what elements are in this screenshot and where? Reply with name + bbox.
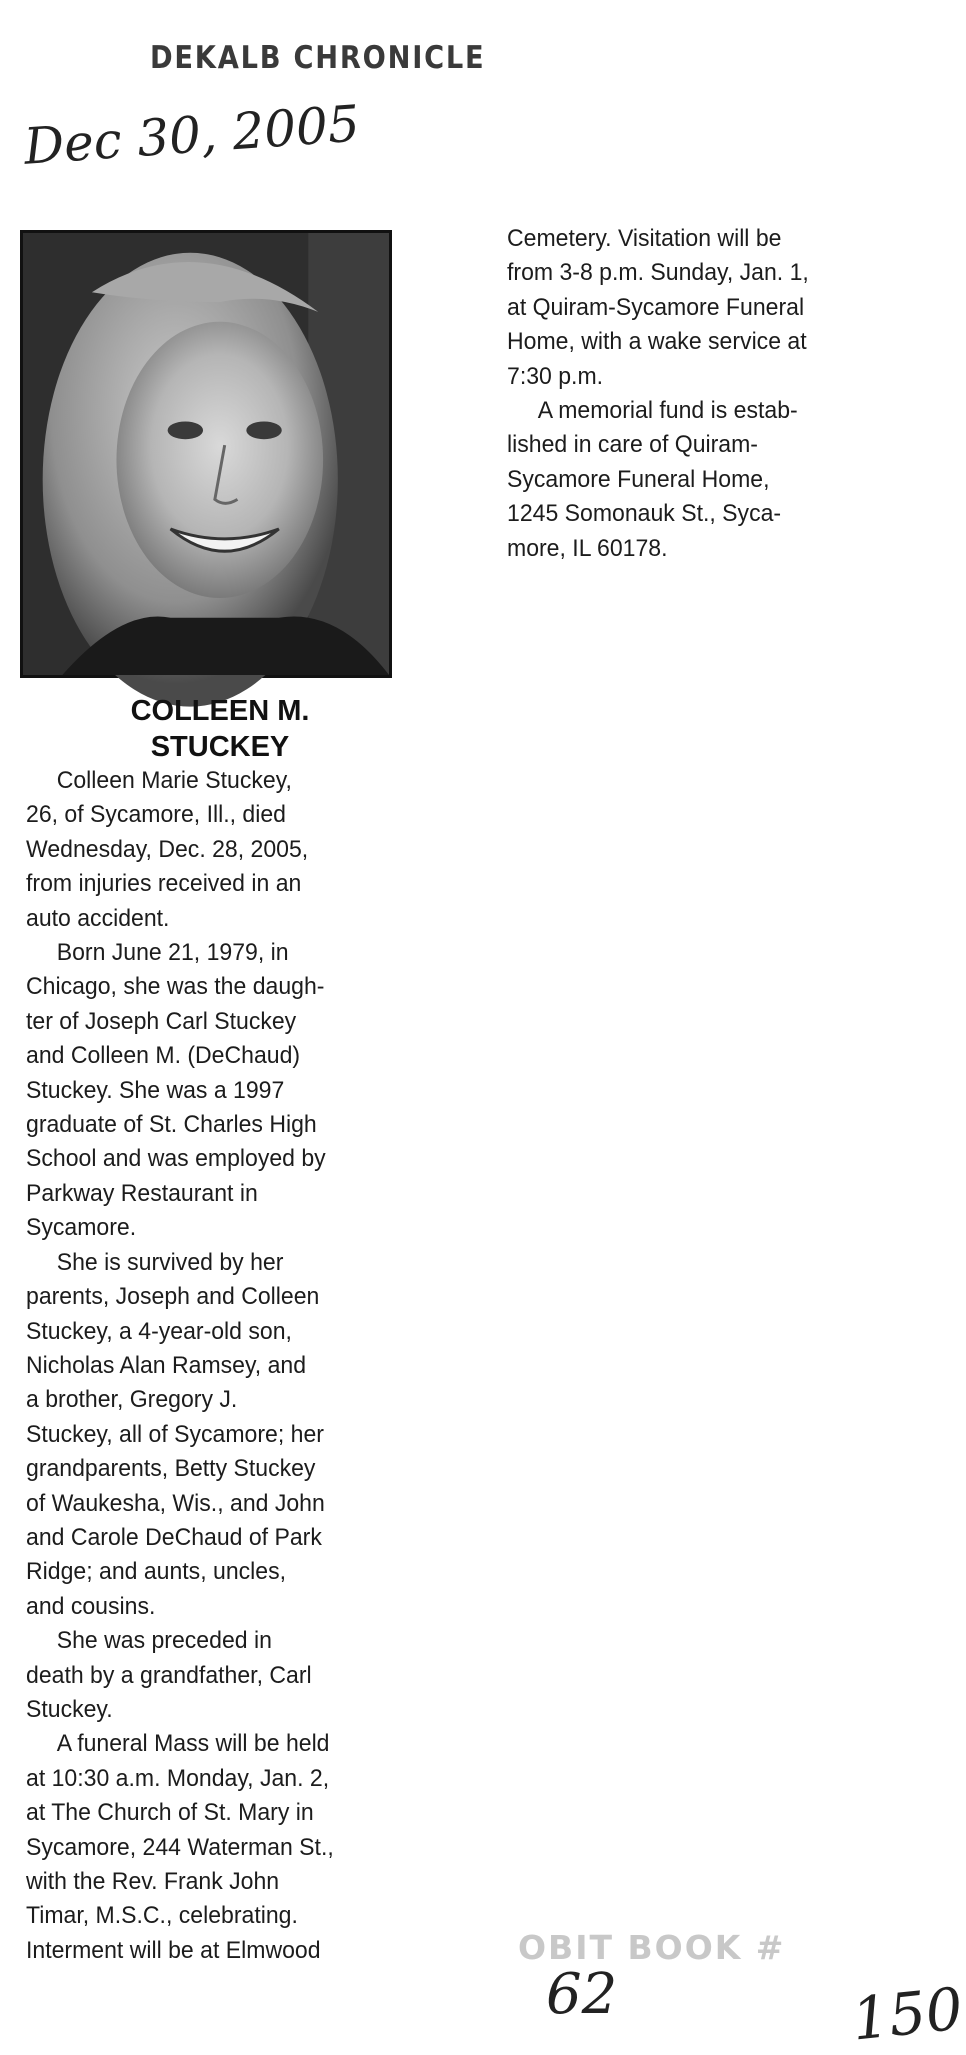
text-line: grandparents, Betty Stuckey — [26, 1455, 316, 1483]
text-line: parents, Joseph and Colleen — [26, 1283, 320, 1311]
newspaper-name-stamp: DEKALB CHRONICLE — [150, 40, 486, 76]
obit-book-stamp: OBIT BOOK # — [518, 1928, 786, 1967]
text-line: Colleen Marie Stuckey, — [56, 767, 292, 794]
text-line: Stuckey. — [26, 1695, 113, 1723]
text-line: Born June 21, 1979, in — [56, 939, 289, 967]
text-line: Timar, M.S.C., celebrating. — [26, 1902, 298, 1930]
text-line: Cemetery. Visitation will be — [507, 225, 782, 252]
text-line: Interment will be at Elmwood — [26, 1936, 321, 1964]
text-line: from injuries received in an — [26, 870, 302, 898]
handwritten-book-number: 62 — [546, 1962, 618, 2027]
text-line: auto accident. — [26, 904, 170, 932]
text-line: at 10:30 a.m. Monday, Jan. 2, — [26, 1764, 330, 1792]
text-line: A funeral Mass will be held — [56, 1730, 330, 1758]
text-line: She was preceded in — [56, 1627, 272, 1655]
obituary-name-line-1: COLLEEN M. — [130, 695, 310, 727]
text-line: Sycamore. — [26, 1214, 137, 1242]
text-line: Sycamore, 244 Waterman St., — [26, 1833, 334, 1861]
text-line: Ridge; and aunts, uncles, — [26, 1558, 287, 1586]
text-line: Chicago, she was the daugh- — [26, 973, 325, 1001]
text-line: at The Church of St. Mary in — [26, 1799, 314, 1827]
text-line: Stuckey, a 4-year-old son, — [26, 1317, 292, 1345]
text-line: graduate of St. Charles High — [26, 1111, 317, 1139]
handwritten-page-number: 150 — [848, 1974, 966, 2054]
text-line: death by a grandfather, Carl — [26, 1661, 312, 1689]
text-line: Parkway Restaurant in — [26, 1179, 258, 1207]
text-line: a brother, Gregory J. — [26, 1386, 238, 1414]
text-line: and Colleen M. (DeChaud) — [26, 1042, 301, 1070]
text-line: of Waukesha, Wis., and John — [26, 1489, 325, 1517]
text-line: Nicholas Alan Ramsey, and — [26, 1351, 307, 1379]
portrait-photo — [20, 230, 392, 678]
obituary-name-line-2: STUCKEY — [150, 731, 290, 763]
text-line: 7:30 p.m. — [507, 362, 604, 390]
text-line: lished in care of Quiram- — [507, 431, 758, 459]
obituary-column-2 — [507, 222, 809, 566]
text-line: Stuckey. She was a 1997 — [26, 1076, 285, 1104]
text-line: Sycamore Funeral Home, — [507, 465, 770, 493]
text-line: Wednesday, Dec. 28, 2005, — [26, 835, 309, 863]
text-line: Stuckey, all of Sycamore; her — [26, 1420, 324, 1448]
text-line: from 3-8 p.m. Sunday, Jan. 1, — [507, 259, 809, 287]
text-line: She is survived by her — [56, 1248, 284, 1276]
text-line: at Quiram-Sycamore Funeral — [507, 293, 805, 321]
text-line: Home, with a wake service at — [507, 328, 807, 356]
text-line: 26, of Sycamore, Ill., died — [26, 801, 286, 829]
text-line: 1245 Somonauk St., Syca- — [507, 500, 782, 528]
text-line: and Carole DeChaud of Park — [26, 1523, 322, 1551]
obituary-column-1 — [26, 764, 334, 1968]
text-line: ter of Joseph Carl Stuckey — [26, 1007, 297, 1035]
text-line: School and was employed by — [26, 1145, 326, 1173]
text-line: and cousins. — [26, 1592, 156, 1620]
portrait-image — [23, 233, 389, 675]
text-line: A memorial fund is estab- — [537, 397, 798, 425]
text-line: more, IL 60178. — [507, 534, 668, 562]
handwritten-date: Dec 30, 2005 — [22, 94, 362, 176]
text-line: with the Rev. Frank John — [26, 1868, 280, 1895]
